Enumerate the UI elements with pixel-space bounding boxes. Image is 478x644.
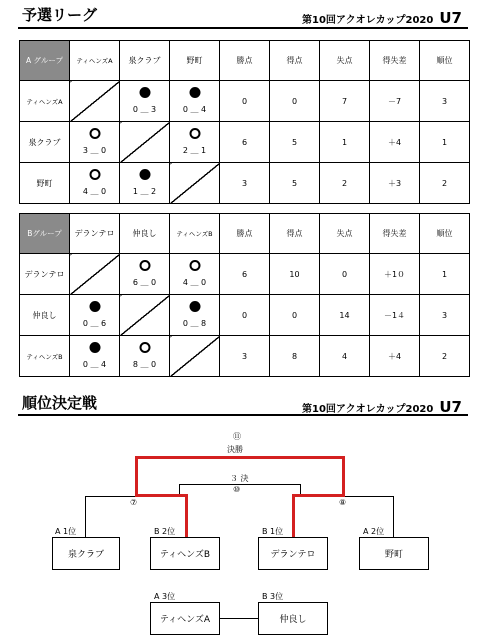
match-score: 0 ＿ 4 [82, 360, 107, 369]
match-score: 0 ＿ 6 [82, 319, 107, 328]
stat-cell: ＋4 [370, 336, 420, 377]
col-header: 失点 [320, 41, 370, 81]
row-team: デランテロ [20, 254, 70, 295]
stat-cell: 14 [320, 295, 370, 336]
win-mark-icon [189, 301, 200, 312]
row-team: ティヘンズB [20, 336, 70, 377]
table-row [20, 254, 470, 295]
winner-path [135, 456, 345, 459]
win-mark-icon [189, 87, 200, 98]
row-team: 仲良し [20, 295, 70, 336]
win-mark-icon [89, 342, 100, 353]
bracket-line [85, 496, 86, 537]
group-a-col-team: 野町 [170, 41, 220, 81]
bracket-team-box: 泉クラブ [52, 537, 120, 570]
win-mark-icon [139, 87, 150, 98]
stat-cell: 0 [270, 81, 320, 122]
slot-seed: A 1位 [55, 527, 77, 536]
match-score: 4 ＿ 0 [182, 278, 207, 287]
stat-cell: 8 [270, 336, 320, 377]
stat-cell: ＋1０ [370, 254, 420, 295]
placement-seed: B 3位 [262, 592, 284, 601]
col-header: 得点 [270, 41, 320, 81]
semi-left-match-no: ⑦ [130, 498, 138, 507]
group-b-table [19, 213, 470, 377]
stat-cell: 4 [320, 336, 370, 377]
stat-cell: 5 [270, 163, 320, 204]
category-label: U7 [439, 398, 462, 416]
stat-cell: －1４ [370, 295, 420, 336]
col-header: 順位 [420, 214, 470, 254]
third-place-match-no: ⑩ [233, 485, 241, 494]
lose-mark-icon [189, 260, 200, 271]
bracket-line [393, 496, 394, 537]
match-score: 0 ＿ 3 [132, 105, 157, 114]
win-mark-icon [139, 169, 150, 180]
group-a-label: A グループ [20, 41, 70, 81]
match-cell [170, 254, 220, 295]
lose-mark-icon [139, 342, 150, 353]
stat-cell: 0 [320, 254, 370, 295]
match-score: 2 ＿ 1 [182, 146, 207, 155]
stat-cell: 10 [270, 254, 320, 295]
group-b-col-team: ティヘンズB [170, 214, 220, 254]
group-b-col-team: デランテロ [70, 214, 120, 254]
group-b-label: Bグループ [20, 214, 70, 254]
col-header: 失点 [320, 214, 370, 254]
final-label: 決勝 [227, 445, 243, 454]
stat-cell: －7 [370, 81, 420, 122]
slot-seed: B 1位 [262, 527, 284, 536]
col-header: 勝点 [220, 41, 270, 81]
lose-mark-icon [89, 128, 100, 139]
event-name: 第10回アクオレカップ2020 [302, 15, 434, 26]
col-header: 順位 [420, 41, 470, 81]
stat-cell: 1 [320, 122, 370, 163]
match-cell [170, 295, 220, 336]
diagonal-cell [120, 122, 170, 163]
win-mark-icon [89, 301, 100, 312]
match-score: 3 ＿ 0 [82, 146, 107, 155]
match-cell [120, 254, 170, 295]
winner-path [135, 456, 138, 497]
lose-mark-icon [139, 260, 150, 271]
diagonal-cell [70, 254, 120, 295]
stat-cell: 5 [270, 122, 320, 163]
diagonal-cell [170, 336, 220, 377]
row-team: 野町 [20, 163, 70, 204]
final-match-no: ⑪ [233, 432, 241, 441]
stat-cell: 7 [320, 81, 370, 122]
lose-mark-icon [89, 169, 100, 180]
match-cell [170, 81, 220, 122]
col-header: 勝点 [220, 214, 270, 254]
stat-cell: 0 [220, 295, 270, 336]
stat-cell: 2 [320, 163, 370, 204]
stat-cell: 2 [420, 336, 470, 377]
slot-seed: A 2位 [363, 527, 385, 536]
stat-cell: 6 [220, 122, 270, 163]
stat-cell: 1 [420, 122, 470, 163]
match-cell [120, 163, 170, 204]
slot-seed: B 2位 [154, 527, 176, 536]
col-header: 得点 [270, 214, 320, 254]
match-cell [70, 336, 120, 377]
match-cell [70, 295, 120, 336]
col-header: 得失差 [370, 214, 420, 254]
title-rule [18, 414, 468, 416]
placement-team-box: ティヘンズA [150, 602, 220, 635]
stat-cell: ＋3 [370, 163, 420, 204]
bracket-line [179, 484, 301, 485]
group-b-col-team: 仲良し [120, 214, 170, 254]
match-cell [120, 336, 170, 377]
league-title: 予選リーグ [22, 6, 98, 24]
winner-path [185, 494, 188, 537]
match-cell [120, 81, 170, 122]
stat-cell: 2 [420, 163, 470, 204]
row-team: ティヘンズA [20, 81, 70, 122]
event-title [302, 9, 462, 27]
stat-cell: 3 [220, 336, 270, 377]
stat-cell: 6 [220, 254, 270, 295]
stat-cell: 3 [420, 81, 470, 122]
table-row [20, 336, 470, 377]
match-cell [70, 163, 120, 204]
match-score: 0 ＿ 4 [182, 105, 207, 114]
table-row [20, 122, 470, 163]
match-cell [170, 122, 220, 163]
stat-cell: ＋4 [370, 122, 420, 163]
category-label: U7 [439, 9, 462, 27]
stat-cell: 1 [420, 254, 470, 295]
bracket-team-box: ティヘンズB [150, 537, 220, 570]
group-a-table [19, 40, 470, 204]
match-score: 4 ＿ 0 [82, 187, 107, 196]
semi-right-match-no: ⑧ [339, 498, 347, 507]
group-a-col-team: ティヘンズA [70, 41, 120, 81]
stat-cell: 3 [420, 295, 470, 336]
table-row [20, 81, 470, 122]
diagonal-cell [70, 81, 120, 122]
winner-path [342, 456, 345, 497]
stat-cell: 0 [220, 81, 270, 122]
table-row [20, 295, 470, 336]
winner-path [135, 494, 188, 497]
event-name: 第10回アクオレカップ2020 [302, 404, 434, 415]
bracket-line [220, 618, 258, 619]
placement-seed: A 3位 [154, 592, 176, 601]
placement-team-box: 仲良し [258, 602, 328, 635]
winner-path [292, 494, 345, 497]
stat-cell: 0 [270, 295, 320, 336]
final-title: 順位決定戦 [22, 394, 98, 412]
table-row [20, 163, 470, 204]
stat-cell: 3 [220, 163, 270, 204]
row-team: 泉クラブ [20, 122, 70, 163]
diagonal-cell [170, 163, 220, 204]
match-cell [70, 122, 120, 163]
match-score: 1 ＿ 2 [132, 187, 157, 196]
bracket-team-box: 野町 [359, 537, 429, 570]
third-place-label: ３ 決 [230, 474, 249, 483]
col-header: 得失差 [370, 41, 420, 81]
bracket-team-box: デランテロ [258, 537, 328, 570]
match-score: 6 ＿ 0 [132, 278, 157, 287]
title-rule [18, 27, 468, 29]
winner-path [292, 494, 295, 537]
group-a-col-team: 泉クラブ [120, 41, 170, 81]
lose-mark-icon [189, 128, 200, 139]
match-score: 0 ＿ 8 [182, 319, 207, 328]
diagonal-cell [120, 295, 170, 336]
match-score: 8 ＿ 0 [132, 360, 157, 369]
